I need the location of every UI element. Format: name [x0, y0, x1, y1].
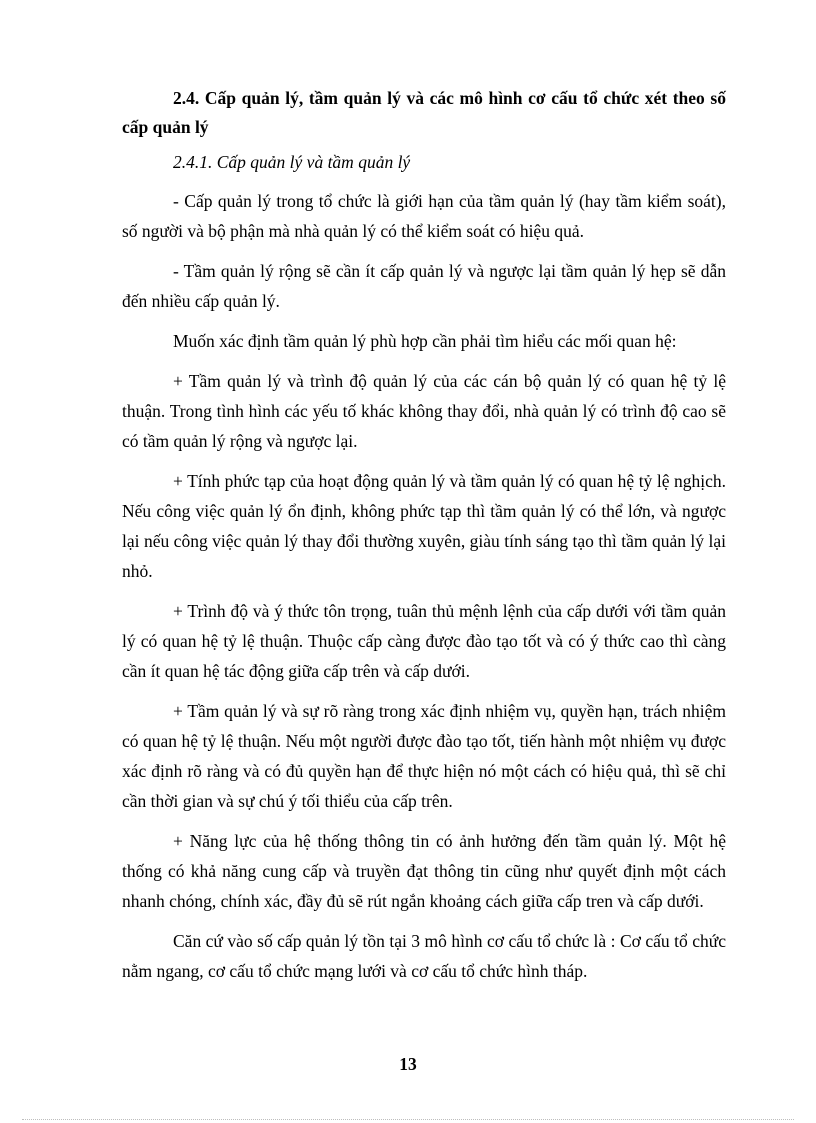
paragraph-7: + Tầm quản lý và sự rõ ràng trong xác định nhiệm vụ, quyền hạn, trách nhiệm có quan hệ tỷ lệ thuận. Nếu một người được đào tạo tốt, tiến hành một nhiệm vụ được xác định rõ ràng và có đủ quyền hạn để thực hiện nó một cách có hiệu quả, thì sẽ chỉ cần thời gian và sự chú ý tối thiểu của cấp trên. — [122, 701, 726, 811]
paragraph-5: + Tính phức tạp của hoạt động quản lý và tầm quản lý có quan hệ tỷ lệ nghịch. Nếu công việc quản lý ổn định, không phức tạp thì tầm quản lý có thể lớn, và ngược lại nếu công việc quản lý thay đổi thường xuyên, giàu tính sáng tạo thì tầm quản lý lại nhỏ. — [122, 471, 726, 581]
paragraph-2: - Tầm quản lý rộng sẽ cần ít cấp quản lý và ngược lại tầm quản lý hẹp sẽ dẫn đến nhiều cấp quản lý. — [122, 261, 726, 311]
footer-divider — [22, 1119, 794, 1120]
paragraph-4: + Tầm quản lý và trình độ quản lý của các cán bộ quản lý có quan hệ tỷ lệ thuận. Trong tình hình các yếu tố khác không thay đổi, nhà quản lý có trình độ cao sẽ có tầm quản lý rộng và ngược lại. — [122, 371, 726, 451]
paragraph-3: Muốn xác định tầm quản lý phù hợp cần phải tìm hiểu các mối quan hệ: — [173, 331, 677, 351]
paragraph-9: Căn cứ vào số cấp quản lý tồn tại 3 mô hình cơ cấu tổ chức là : Cơ cấu tổ chức nằm ngang, cơ cấu tổ chức mạng lưới và cơ cấu tổ chức hình tháp. — [122, 931, 726, 981]
body-text — [122, 186, 726, 996]
paragraph-8: + Năng lực của hệ thống thông tin có ảnh hưởng đến tầm quản lý. Một hệ thống có khả năng cung cấp và truyền đạt thông tin cũng như quyết định một cách nhanh chóng, chính xác, đầy đủ sẽ rút ngắn khoảng cách giữa cấp tren và cấp dưới. — [122, 831, 726, 911]
paragraph-6: + Trình độ và ý thức tôn trọng, tuân thủ mệnh lệnh của cấp dưới với tầm quản lý có quan hệ tỷ lệ thuận. Thuộc cấp càng được đào tạo tốt và có ý thức cao thì càng cần ít quan hệ tác động giữa cấp trên và cấp dưới. — [122, 601, 726, 681]
paragraph-1: - Cấp quản lý trong tổ chức là giới hạn của tầm quản lý (hay tầm kiểm soát), số người và bộ phận mà nhà quản lý có thể kiểm soát có hiệu quả. — [122, 191, 726, 241]
page-number: 13 — [399, 1054, 417, 1074]
section-heading: 2.4. Cấp quản lý, tầm quản lý và các mô hình cơ cấu tổ chức xét theo số cấp quản lý — [122, 88, 726, 137]
subsection-heading: 2.4.1. Cấp quản lý và tầm quản lý — [173, 152, 411, 172]
